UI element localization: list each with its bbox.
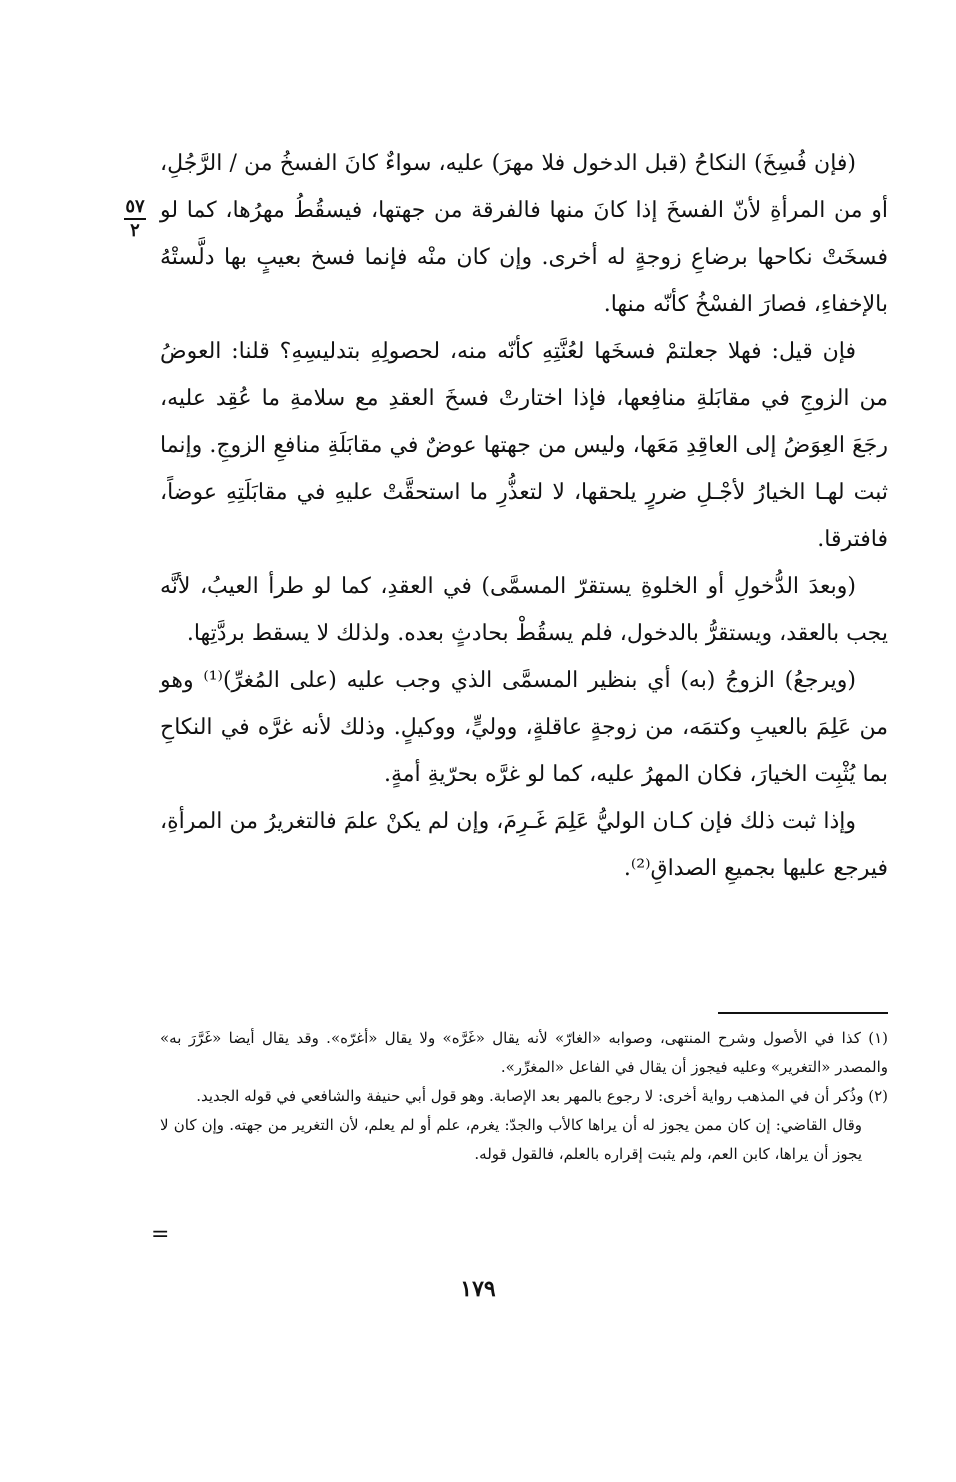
footnote-2-continuation: وقال القاضي: إن كان ممن يجوز له أن يراها كالأب والجدّ: يغرم، علم أو لم يعلم، لأن التغرير من جهته. وإن كان لا يجوز أن يراها، كابن العم، ولم يثبت إقراره بالعلم، فالقول قوله. [160,1116,862,1163]
folio-side: ٢ [130,220,140,241]
paragraph-3: (وبعدَ الدُّخولِ أو الخلوةِ يستقرّ المسمَّى) في العقدِ، كما لو طرأ العيبُ، لأنَّه يجب بالعقد، ويستقرُّ بالدخول، فلم يسقُطْ بحادثٍ بعده. ولذلك لا يسقط بردَّتِها. [160,574,888,646]
paragraph-2: فإن قيل: فهلا جعلتمْ فسخَها لعُنَّتِهِ كأنّه منه، لحصولِهِ بتدليسِهِ؟ قلنا: العوضُ من الزوجِ في مقابَلةِ منافِعها، فإذا اختارتْ فسخَ العقدِ مع سلامةِ ما عُقِد عليه، رجَعَ العِوَضُ إلى العاقِدِ مَعَها، وليس من جهتها عوضٌ في مقابَلَةِ منافعِ الزوجِ. وإنما ثبت لهـا الخيارُ لأجْـلِ ضررٍ يلحقها، لا لتعذُّرِ ما استحقَّتْ عليهِ في مقابَلَتِهِ عوضاً، فافترقا. [160,339,889,552]
footnote-separator [718,1012,888,1014]
footnote-1: (١) كذا في الأصول وشرح المنتهى، وصوابه «الغارّ» لأنه يقال «غَرَّه» ولا يقال «أغرّه». وقد يقال أيضا «غَرَّرَ به» والمصدر «التغرير» وعليه فيجوز أن يقال في الفاعل «المغرِّر». [160,1029,888,1076]
folio-number: ٥٧ [125,196,145,217]
main-text [160,140,888,892]
footnote-continues-mark: = [151,1222,170,1247]
footnotes [160,1024,888,1169]
footnote-2: (٢) وذُكر أن في المذهب رواية أخرى: لا رجوع بالمهر بعد الإصابة. وهو قول أبي حنيفة والشافعي في قوله الجديد. [196,1087,888,1105]
manuscript-folio-marker [120,198,150,240]
page-number: ١٧٩ [460,1276,496,1302]
paragraph-1: (فإن فُسِخَ) النكاحُ (قبل الدخول فلا مهرَ) عليه، سواءٌ كانَ الفسخُ من / الرَّجُلِ، أو من المرأةِ لأنّ الفسخَ إذا كانَ منها فالفرقة من جهتها، فيسقُطُ مهرُها، كما لو فسخَتْ نكاحها برضاعِ زوجةٍ له أخرى. وإن كان منْه فإنما فسخ بعيبٍ بها دلَّستْهُ بالإخفاءِ، فصارَ الفسْخُ كأنّه منها. [160,151,888,317]
paragraph-5: وإذا ثبت ذلك فإن كـان الوليُّ عَلِمَ غَـرِمَ، وإن لم يكنْ علمَ فالتغريرُ من المرأةِ، فيرجع عليها بجميعِ الصداقِ⁽²⁾. [160,809,888,881]
paragraph-4: (ويرجعُ) الزوجُ (به) أي بنظير المسمَّى الذي وجب عليه (على المُغرِّ)⁽¹⁾ وهو من عَلِمَ بالعيبِ وكتمَه، من زوجةٍ عاقلةٍ، ووليٍّ، ووكيلٍ. وذلك لأنه غرَّه في النكاحِ بما يُثْبِت الخيارَ، فكان المهرُ عليه، كما لو غرَّه بحرّيةِ أمةٍ. [160,668,888,787]
